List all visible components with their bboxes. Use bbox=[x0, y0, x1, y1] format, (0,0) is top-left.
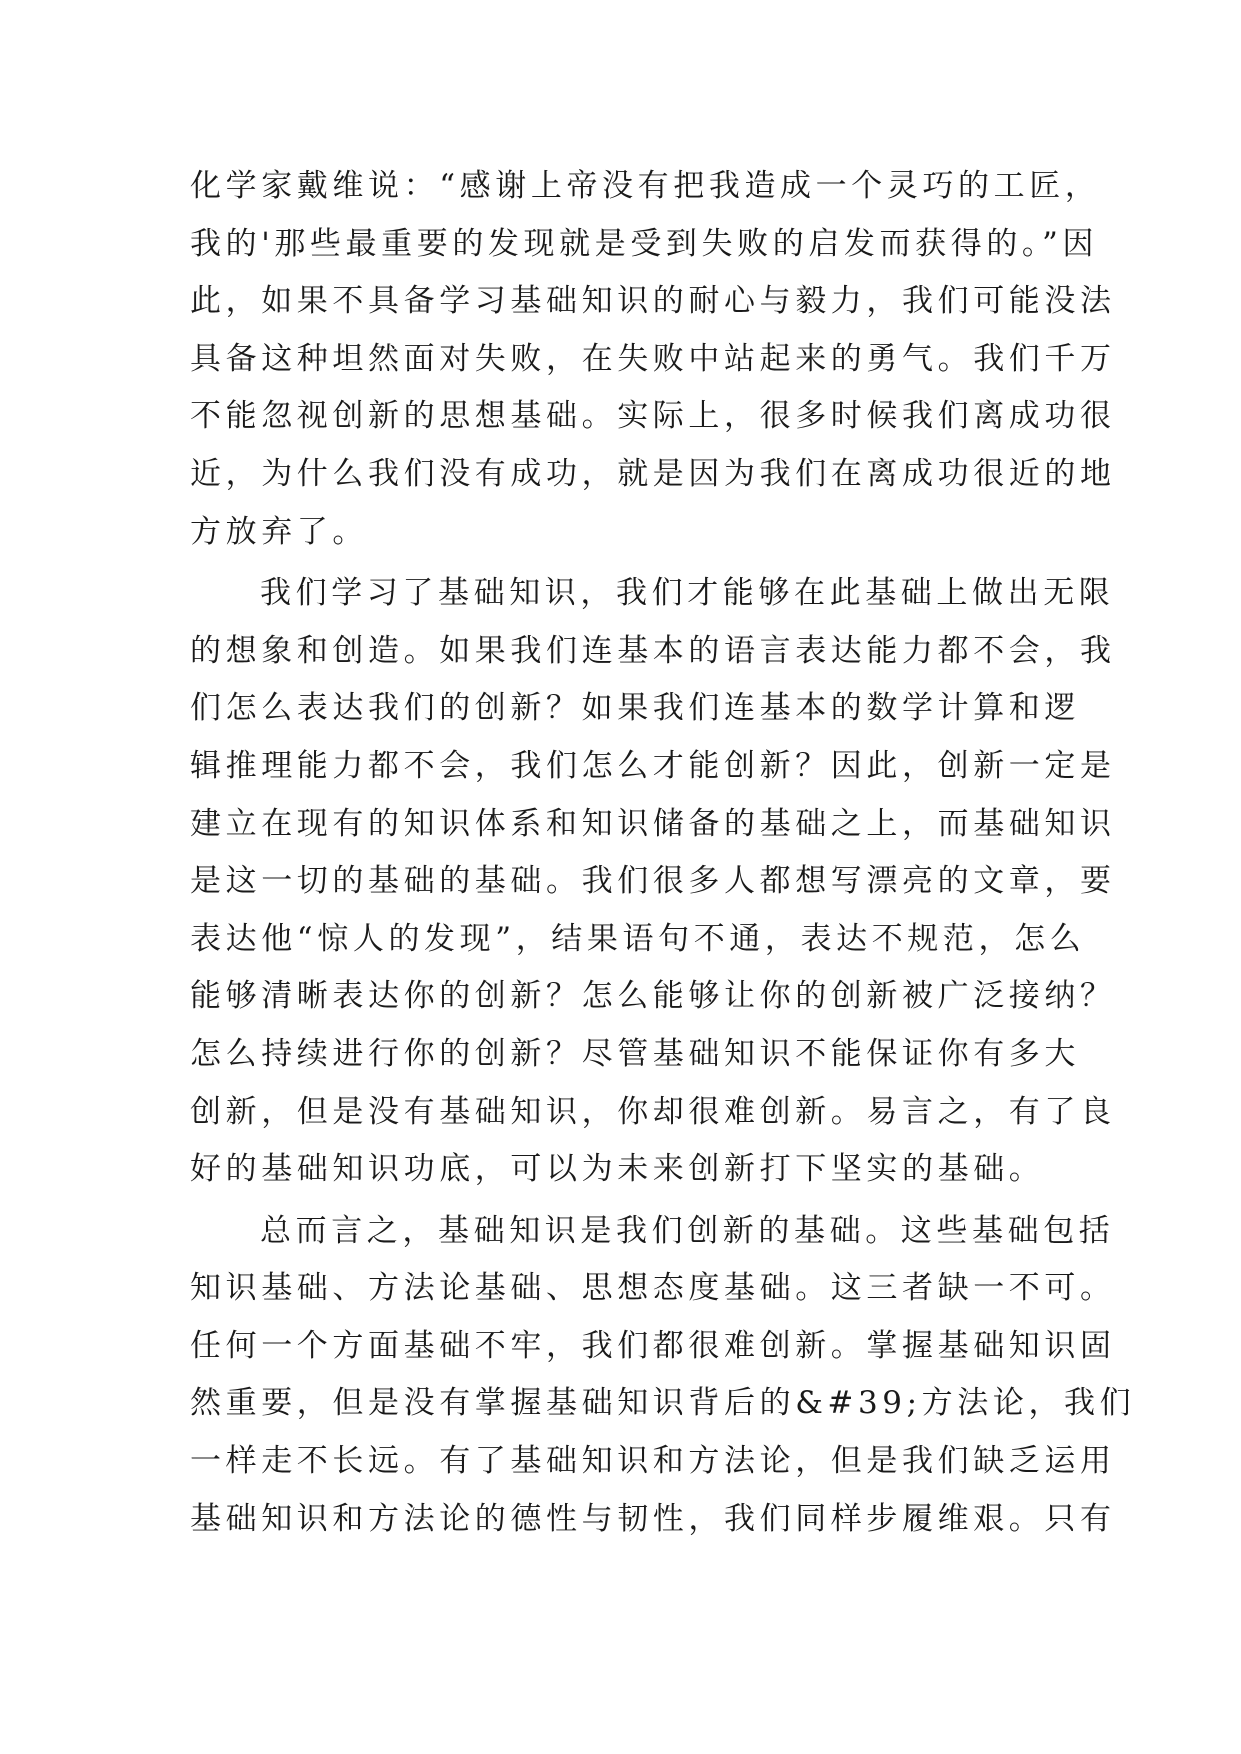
paragraph-1 bbox=[190, 158, 1116, 561]
paragraph-2 bbox=[190, 565, 1116, 1199]
paragraph-line: 此，如果不具备学习基础知识的耐心与毅力，我们可能没法 bbox=[190, 283, 1116, 320]
paragraph-line: 方放弃了。 bbox=[190, 513, 368, 550]
paragraph-line: 能够清晰表达你的创新？怎么能够让你的创新被广泛接纳？ bbox=[190, 978, 1116, 1015]
paragraph-3 bbox=[190, 1203, 1136, 1549]
paragraph-line: 近，为什么我们没有成功，就是因为我们在离成功很近的地 bbox=[190, 455, 1116, 492]
paragraph-first-line: 我们学习了基础知识，我们才能够在此基础上做出无限 bbox=[260, 575, 1115, 612]
paragraph-line: 是这一切的基础的基础。我们很多人都想写漂亮的文章，要 bbox=[190, 863, 1116, 900]
paragraph-line: 的想象和创造。如果我们连基本的语言表达能力都不会，我 bbox=[190, 632, 1116, 669]
paragraph-line: 知识基础、方法论基础、思想态度基础。这三者缺一不可。 bbox=[190, 1270, 1116, 1307]
paragraph-line: 建立在现有的知识体系和知识储备的基础之上，而基础知识 bbox=[190, 805, 1116, 842]
paragraph-line: 任何一个方面基础不牢，我们都很难创新。掌握基础知识固 bbox=[190, 1327, 1116, 1364]
document-body bbox=[190, 158, 1136, 1548]
paragraph-line: 怎么持续进行你的创新？尽管基础知识不能保证你有多大 bbox=[190, 1035, 1080, 1072]
paragraph-line: 不能忽视创新的思想基础。实际上，很多时候我们离成功很 bbox=[190, 398, 1116, 435]
paragraph-first-line: 总而言之，基础知识是我们创新的基础。这些基础包括 bbox=[260, 1212, 1115, 1249]
paragraph-line: 一样走不长远。有了基础知识和方法论，但是我们缺乏运用 bbox=[190, 1443, 1116, 1480]
paragraph-line: 基础知识和方法论的德性与韧性，我们同样步履维艰。只有 bbox=[190, 1500, 1116, 1537]
paragraph-line: 辑推理能力都不会，我们怎么才能创新？因此，创新一定是 bbox=[190, 747, 1116, 784]
paragraph-line: 好的基础知识功底，可以为未来创新打下坚实的基础。 bbox=[190, 1151, 1045, 1188]
paragraph-line: 然重要，但是没有掌握基础知识背后的&#39;方法论，我们 bbox=[190, 1385, 1136, 1422]
paragraph-line: 具备这种坦然面对失败，在失败中站起来的勇气。我们千万 bbox=[190, 340, 1116, 377]
paragraph-line: 创新，但是没有基础知识，你却很难创新。易言之，有了良 bbox=[190, 1093, 1116, 1130]
paragraph-line: 化学家戴维说：“感谢上帝没有把我造成一个灵巧的工匠， bbox=[190, 168, 1101, 204]
paragraph-line: 我的'那些最重要的发现就是受到失败的启发而获得的。”因 bbox=[190, 225, 1099, 262]
paragraph-line: 们怎么表达我们的创新？如果我们连基本的数学计算和逻 bbox=[190, 690, 1080, 727]
paragraph-line: 表达他“惊人的发现”，结果语句不通，表达不规范，怎么 bbox=[190, 920, 1086, 957]
